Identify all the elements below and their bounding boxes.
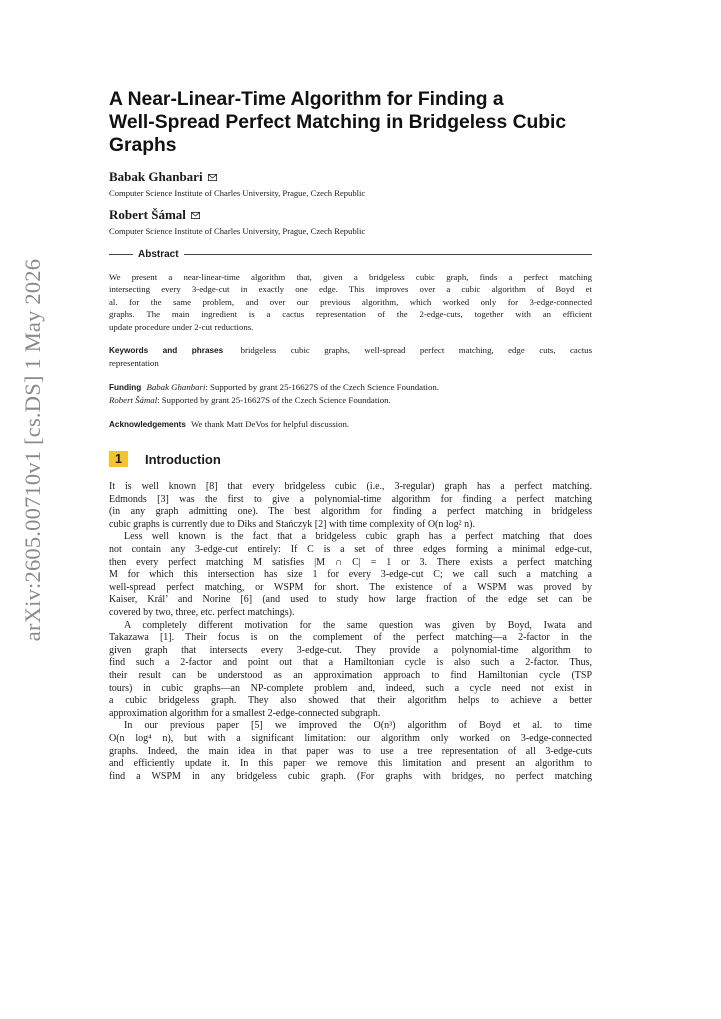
text-line: then every perfect matching M satisfies |M ∩ C| = 1 or 3. There exists a perfect matching	[109, 556, 592, 568]
text-line: It is well known [8] that every bridgeless cubic (i.e., 3-regular) graph has a perfect matching.	[109, 481, 592, 493]
section-body	[109, 481, 592, 783]
text-line: covered by two, three, etc. perfect matchings).	[109, 607, 295, 618]
mail-icon[interactable]	[191, 212, 200, 219]
paragraph	[109, 481, 592, 531]
abstract-line: intersecting every 3-edge-cut in exactly one edge. This improves over a cubic algorithm of Boyd et	[109, 284, 592, 295]
funding-label: Funding	[109, 382, 142, 392]
author-affiliation: Computer Science Institute of Charles University, Prague, Czech Republic	[109, 226, 366, 236]
abstract-heading	[109, 249, 592, 260]
text-line: not contain any 3-edge-cut entirely: If C is a set of three edges forming a minimal edge-cut,	[109, 544, 592, 556]
author-name-row	[109, 169, 592, 185]
text-line: find such a 2-factor and point out that a Hamiltonian cycle is also such a 2-factor. Thus,	[109, 657, 592, 669]
keywords-text: representation	[109, 358, 159, 369]
text-line: tours) in cubic graphs—an NP-complete problem and, indeed, such a cycle need not exist in	[109, 682, 592, 694]
text-line: Kaiser, Král’ and Norine [6] (and used to study how large fraction of the edge set can be	[109, 594, 592, 606]
section-number: 1	[109, 451, 128, 467]
text-line: Less well known is the fact that a bridgeless cubic graph has a perfect matching that does	[124, 531, 592, 543]
section-heading	[109, 451, 592, 467]
arxiv-identifier	[8, 230, 58, 670]
acknowledgements	[109, 418, 592, 431]
abstract-rule	[184, 254, 592, 255]
section-title: Introduction	[145, 451, 221, 467]
author-affiliation: Computer Science Institute of Charles University, Prague, Czech Republic	[109, 188, 366, 198]
abstract-text	[109, 271, 592, 333]
text-line: and efficiently update it. In this paper we remove this limitation and present an algorithm to	[109, 758, 592, 770]
title-line: Well-Spread Perfect Matching in Bridgeless Cubic	[109, 112, 567, 133]
arxiv-identifier-text: arXiv:2605.00710v1 [cs.DS] 1 May 2026	[20, 258, 45, 642]
abstract-title: Abstract	[138, 249, 179, 260]
keywords-text: bridgeless cubic graphs, well-spread perfect matching, edge cuts, cactus	[240, 345, 592, 356]
author-name: Robert Šámal	[109, 207, 186, 222]
funding-person: Robert Šámal	[109, 395, 158, 406]
mail-icon[interactable]	[208, 174, 217, 181]
paragraph	[109, 720, 592, 783]
funding-text: : Supported by grant 25-16627S of the Czech Science Foundation.	[157, 395, 391, 406]
text-line: Edmonds [3] was the first to give a polynomial-time algorithm for finding a perfect matching	[109, 493, 592, 505]
text-line: given graph that intersects every 3-edge-cut. They provide a polynomial-time algorithm to	[109, 644, 592, 656]
paragraph	[109, 531, 592, 619]
funding-text: : Supported by grant 25-16627S of the Czech Science Foundation.	[205, 381, 439, 392]
text-line: M for which this intersection has size 1 for every 3-edge-cut C; we call such a matching a	[109, 569, 592, 581]
abstract-line: update procedure under 2-cut reductions.	[109, 321, 254, 332]
text-line: well-spread perfect matching, or WSPM for short. The existence of a WSPM was proved by	[109, 581, 592, 593]
text-line: (in any graph admitting one). The best algorithm for finding a perfect matching in bridgeless	[109, 506, 592, 518]
text-line: In our previous paper [5] we improved the O(n³) algorithm of Boyd et al. to time	[124, 720, 592, 732]
text-line: A completely different motivation for the same question was given by Boyd, Iwata and	[124, 619, 592, 631]
paragraph	[109, 620, 592, 721]
text-line: approximation algorithm for a smallest 2-edge-connected subgraph.	[109, 707, 381, 719]
abstract-rule	[109, 254, 133, 255]
text-line: their result can be understood as an approximation approach to find Hamiltonian cycle (TSP	[109, 669, 592, 681]
text-line: O(n log⁴ n), but with a significant limitation: our algorithm only worked on 3-edge-connected	[109, 732, 592, 744]
text-line: cubic graphs is currently due to Diks and Stańczyk [2] with time complexity of O(n log² n).	[109, 518, 475, 530]
title-line: A Near-Linear-Time Algorithm for Finding a	[109, 89, 504, 110]
keywords-label: Keywords and phrases	[109, 346, 224, 356]
funding	[109, 381, 592, 407]
keywords	[109, 344, 592, 370]
acknowledgements-text: We thank Matt DeVos for helpful discussion.	[190, 418, 350, 429]
author-block	[109, 169, 592, 198]
text-line: find a WSPM in any bridgeless cubic graph. (For graphs with bridges, no perfect matching	[109, 770, 592, 782]
acknowledgements-label: Acknowledgements	[109, 419, 186, 429]
paper-title	[109, 88, 592, 157]
text-line: graphs. Indeed, the main idea in that paper was to use a tree representation of all 3-edge-cuts	[109, 745, 592, 757]
title-line: Graphs	[109, 135, 177, 156]
text-line: a cubic bridgeless graph. They also showed that their algorithm helps to achieve a better	[109, 695, 592, 707]
abstract-line: graphs. The main ingredient is a cactus representation of the 2-edge-cuts, together with an efficient	[109, 309, 592, 320]
funding-person: Babak Ghanbari	[146, 381, 206, 392]
author-name: Babak Ghanbari	[109, 169, 203, 184]
author-name-row	[109, 207, 592, 223]
paper-page	[109, 88, 592, 783]
text-line: Takazawa [1]. Their focus is on the complement of the perfect matching—a 2-factor in the	[109, 632, 592, 644]
author-block	[109, 207, 592, 236]
abstract-line: We present a near-linear-time algorithm that, given a bridgeless cubic graph, finds a perfect matching	[109, 272, 592, 282]
abstract-line: al. for the same problem, and over our previous algorithm, which worked only for 3-edge-connected	[109, 296, 592, 307]
